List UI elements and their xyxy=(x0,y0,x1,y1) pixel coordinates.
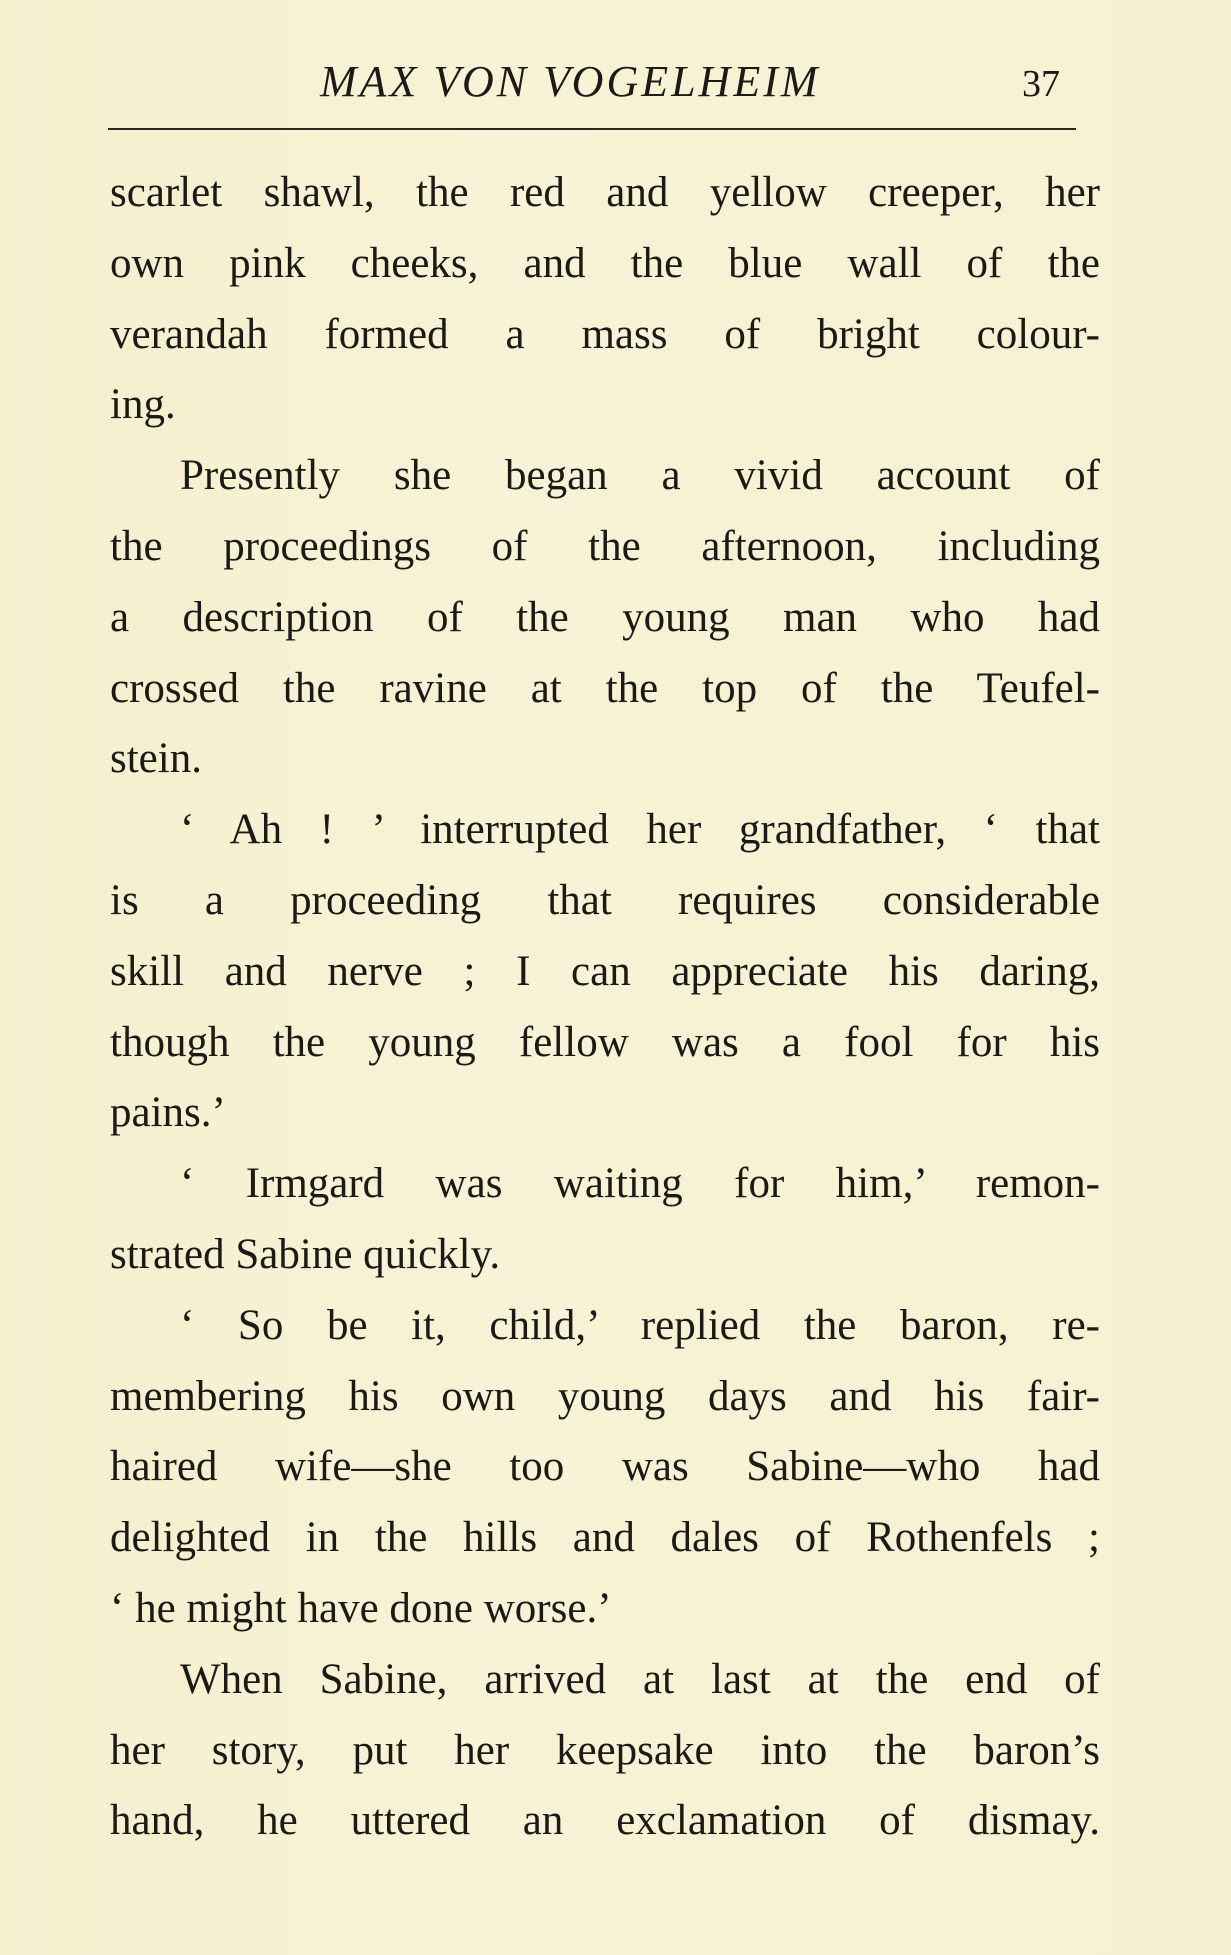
text-line: crossed the ravine at the top of the Teufel- xyxy=(110,664,1100,712)
text-line: her story, put her keepsake into the baron’s xyxy=(110,1726,1100,1774)
text-line: ‘ So be it, child,’ replied the baron, re- xyxy=(180,1301,1100,1349)
text-line: though the young fellow was a fool for his xyxy=(110,1018,1100,1066)
text-line: When Sabine, arrived at last at the end of xyxy=(180,1655,1100,1703)
text-line: strated Sabine quickly. xyxy=(110,1230,501,1278)
text-line: own pink cheeks, and the blue wall of the xyxy=(110,239,1100,287)
text-line: hand, he uttered an exclamation of dismay. xyxy=(110,1797,1100,1845)
text-line: Presently she began a vivid account of xyxy=(180,452,1100,500)
header-rule xyxy=(108,128,1076,130)
text-line: verandah formed a mass of bright colour- xyxy=(110,310,1100,358)
text-line: haired wife—she too was Sabine—who had xyxy=(110,1443,1100,1491)
running-head xyxy=(0,50,1231,110)
text-line: pains.’ xyxy=(110,1089,226,1137)
text-line: membering his own young days and his fair- xyxy=(110,1372,1100,1420)
text-line: is a proceeding that requires considerable xyxy=(110,876,1100,924)
text-line: scarlet shawl, the red and yellow creeper, her xyxy=(110,169,1100,216)
text-line: ing. xyxy=(110,381,176,429)
text-line: skill and nerve ; I can appreciate his daring, xyxy=(110,947,1100,995)
text-line: a description of the young man who had xyxy=(110,593,1100,641)
text-line: delighted in the hills and dales of Rothenfels ; xyxy=(110,1514,1100,1562)
text-line: ‘ he might have done worse.’ xyxy=(110,1584,612,1632)
text-line: the proceedings of the afternoon, including xyxy=(110,522,1100,570)
running-title: MAX VON VOGELHEIM xyxy=(320,57,821,106)
text-line: stein. xyxy=(110,735,202,783)
text-line: ‘ Irmgard was waiting for him,’ remon- xyxy=(180,1160,1100,1208)
page-number: 37 xyxy=(1022,63,1060,105)
body-text xyxy=(110,158,1100,1857)
text-line: ‘ Ah ! ’ interrupted her grandfather, ‘ that xyxy=(180,806,1100,854)
